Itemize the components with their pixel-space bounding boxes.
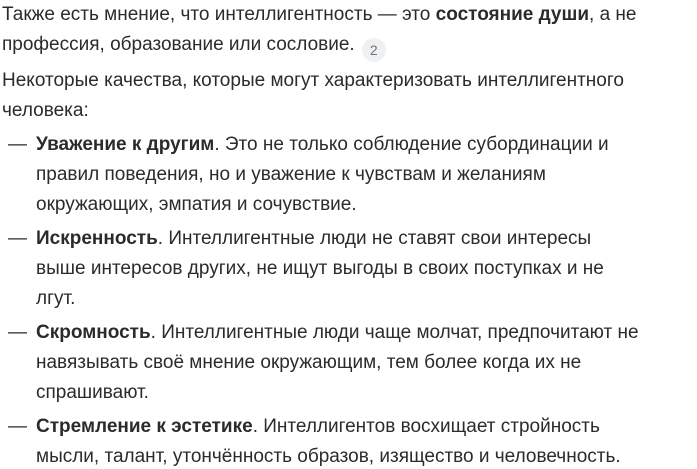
text-segment: Искренность [36,228,158,249]
text-segment: Уважение к другим [36,134,215,155]
quality-modesty [2,318,697,408]
text-segment: мысли, талант, утончённость образов, изящество и человечность. [36,446,621,467]
list-marker: — [8,228,27,249]
text-line [2,66,697,96]
text-line [36,442,697,469]
text-line [36,224,697,254]
quality-respect [2,130,697,220]
text-line [36,378,697,408]
text-line [36,318,697,348]
text-line [36,348,697,378]
qualities-lead-paragraph [2,66,697,126]
text-line [2,96,697,126]
text-segment: профессия, образование или сословие. [2,34,355,55]
text-segment: Стремление к эстетике [36,416,253,437]
text-segment: окружающих, эмпатия и сочувствие. [36,194,357,215]
text-segment: человека: [2,100,89,121]
text-line [36,412,697,442]
quality-aesthetics [2,412,697,469]
text-segment: . Интеллигентные люди чаще молчат, предпочитают не [150,322,639,343]
text-segment: правил поведения, но и уважение к чувствам и желаниям [36,164,546,185]
list-marker: — [8,134,27,155]
intro-paragraph [2,0,697,62]
text-line [36,190,697,220]
text-segment: спрашивают. [36,382,149,403]
text-segment: состояние души [435,4,590,25]
text-segment: навязывать своё мнение окружающим, тем более когда их не [36,352,582,373]
list-marker: — [8,322,27,343]
text-segment: Также есть мнение, что интеллигентность — это [2,4,436,25]
text-line [36,284,697,314]
text-line [36,254,697,284]
list-marker: — [8,416,27,437]
text-segment: лгут. [36,288,76,309]
text-line [2,30,697,62]
text-segment: выше интересов других, не ищут выгоды в своих поступках и не [36,258,604,279]
text-segment: Скромность [36,322,151,343]
text-segment: , а не [589,4,637,25]
text-line [36,160,697,190]
citation-badge[interactable]: 2 [362,38,386,62]
text-line [2,0,697,30]
text-segment: . Интеллигентов восхищает стройность [252,416,600,437]
text-segment: . Это не только соблюдение субординации и [214,134,609,155]
text-segment: . Интеллигентные люди не ставят свои интересы [157,228,592,249]
quality-sincerity [2,224,697,314]
text-segment: Некоторые качества, которые могут характеризовать интеллигентного [2,70,624,91]
text-line [36,130,697,160]
